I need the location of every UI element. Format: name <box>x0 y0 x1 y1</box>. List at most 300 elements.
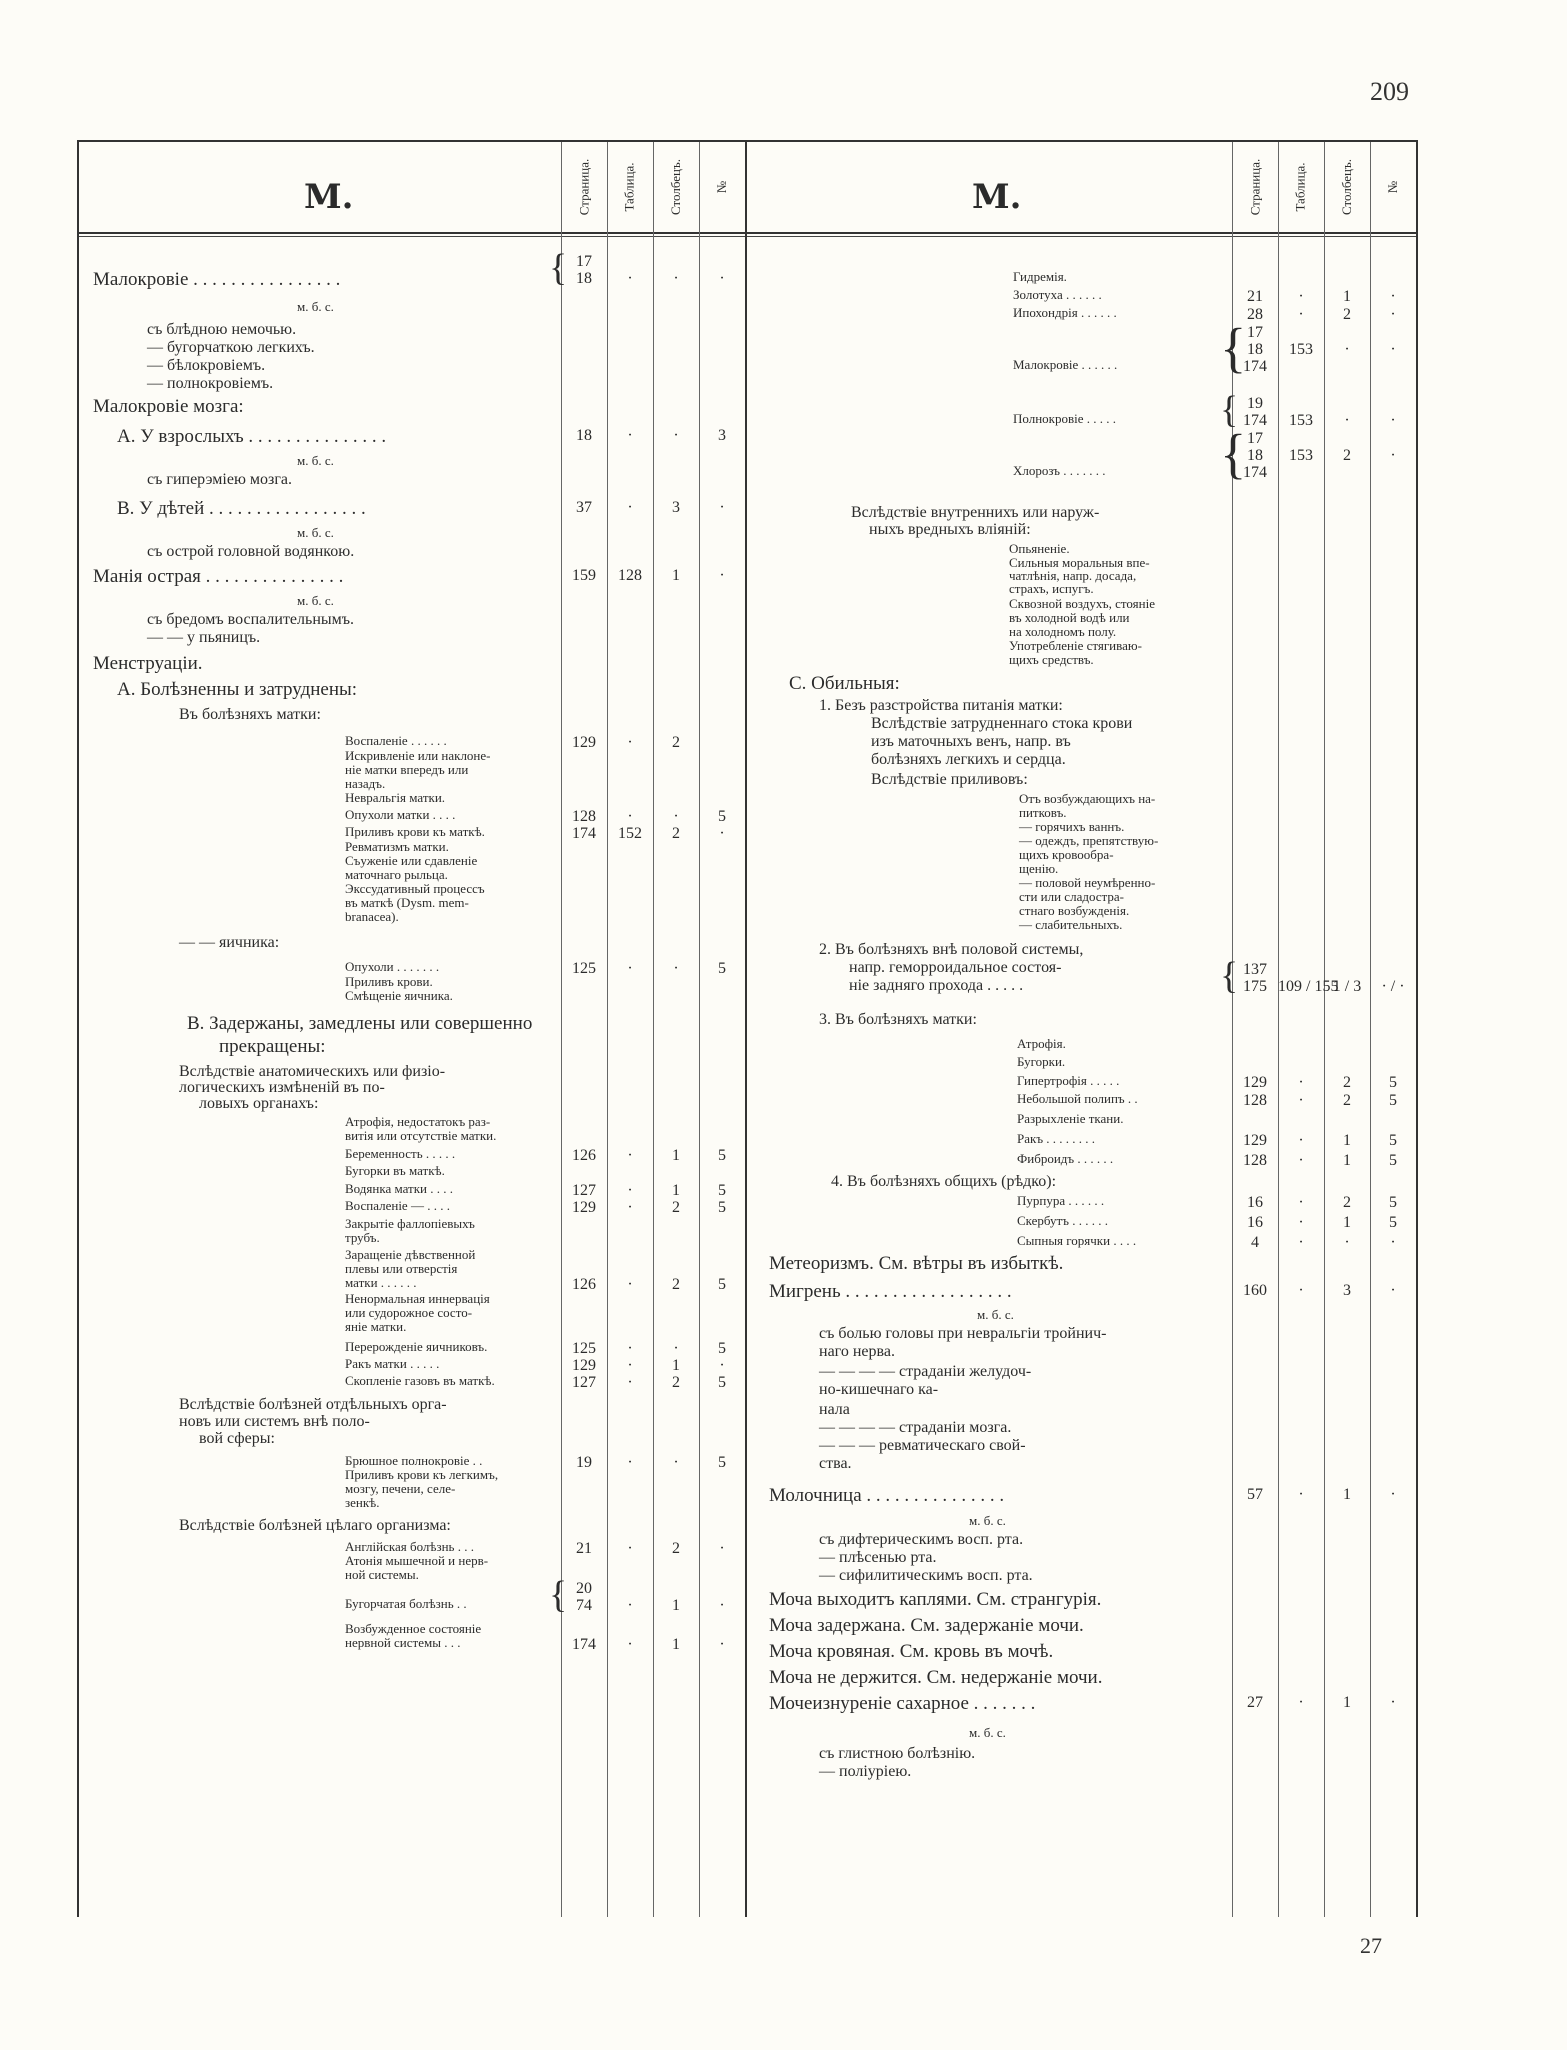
right-page-ref: 174 <box>1243 412 1267 429</box>
left-column-ref: 1 <box>672 1597 680 1614</box>
right-column-ref: 1 <box>1343 1214 1351 1231</box>
right-header-page: Страница. <box>1247 158 1263 216</box>
left-entry-въ-болѣзняхъ-матки: Въ болѣзняхъ матки: <box>179 706 321 723</box>
right-header-column: Столбецъ. <box>1339 159 1354 215</box>
left-column-ref: · <box>673 270 679 287</box>
left-page-ref: 126 <box>572 1147 596 1164</box>
left-entry-яніе-матки: яніе матки. <box>345 1319 407 1334</box>
right-entry-горячихъ-ваннъ: — горячихъ ваннъ. <box>1019 819 1125 834</box>
right-entry-наго-нерва: наго нерва. <box>819 1343 895 1360</box>
right-column-ref: 2 <box>1343 306 1351 323</box>
left-number-ref: 5 <box>718 960 726 977</box>
left-entry-малокровіе: Малокровіе . . . . . . . . . . . . . . . . <box>93 269 341 290</box>
right-table-ref: 109 / 155 <box>1278 978 1339 995</box>
right-table-ref: · <box>1298 1074 1304 1091</box>
left-entry-закрытіе-фаллопіевыхъ: Закрытіе фаллопіевыхъ <box>345 1216 475 1231</box>
index-table <box>77 140 1418 1917</box>
right-page-ref: 17 <box>1247 430 1263 447</box>
right-entry-моча-кровяная-см-кровь-въ-мочѣ: Моча кровяная. См. кровь въ мочѣ. <box>769 1641 1054 1662</box>
right-entry-ревматическаго-свой: — — — ревматическаго свой- <box>819 1437 1026 1454</box>
left-entry-малокровіе-мозга: Малокровіе мозга: <box>93 396 244 417</box>
left-column-ref: 2 <box>672 1374 680 1391</box>
left-page-ref: 127 <box>572 1374 596 1391</box>
left-entry-воспаленіе: Воспаленіе — . . . . <box>345 1198 450 1213</box>
left-entry-опухоли-матки: Опухоли матки . . . . <box>345 807 456 822</box>
right-entry-болѣзняхъ-легкихъ-и-сердца: болѣзняхъ легкихъ и сердца. <box>871 751 1066 768</box>
left-column-ref: 1 <box>672 1147 680 1164</box>
left-entry-ревматизмъ-матки: Ревматизмъ матки. <box>345 839 449 854</box>
right-entry-м-б-с: м. б. с. <box>969 1513 1006 1528</box>
right-column-ref: 2 <box>1343 1074 1351 1091</box>
right-entry-сыпныя-горячки: Сыпныя горячки . . . . <box>1017 1233 1137 1248</box>
left-table-ref: · <box>627 1199 633 1216</box>
left-entry-заращеніе-дѣвственной: Заращеніе дѣвственной <box>345 1247 476 1262</box>
left-page-ref: 18 <box>576 270 592 287</box>
left-entry-съуженіе-или-сдавленіе: Съуженіе или сдавленіе <box>345 853 478 868</box>
right-column-ref: 3 <box>1343 1282 1351 1299</box>
left-entry-витія-или-отсутствіе-матки: витія или отсутствіе матки. <box>345 1128 497 1143</box>
right-column-ref: 1 <box>1343 1486 1351 1503</box>
left-table-ref: · <box>627 1276 633 1293</box>
left-page-ref: 159 <box>572 567 596 584</box>
right-table-ref: · <box>1298 1194 1304 1211</box>
left-entry-перерожденіе-яичниковъ: Перерожденіе яичниковъ. <box>345 1339 488 1354</box>
right-entry-2-въ-болѣзняхъ-внѣ-половой-системы: 2. Въ болѣзняхъ внѣ половой системы, <box>819 941 1084 958</box>
right-entry-съ-болью-головы-при-невральгіи-тройнич: съ болью головы при невральгіи тройнич- <box>819 1325 1107 1342</box>
left-number-ref: 5 <box>718 1147 726 1164</box>
right-column-ref: · <box>1344 341 1350 358</box>
right-entry-поліуріею: — поліуріею. <box>819 1763 912 1780</box>
right-entry-плѣсенью-рта: — плѣсенью рта. <box>819 1549 937 1566</box>
left-table-ref: · <box>627 1147 633 1164</box>
right-number-ref: · <box>1390 447 1396 464</box>
left-entry-англійская-болѣзнь: Англійская болѣзнь . . . <box>345 1539 474 1554</box>
right-number-ref: 5 <box>1389 1152 1397 1169</box>
left-entry-бѣлокровіемъ: — бѣлокровіемъ. <box>147 357 266 374</box>
left-table-ref: · <box>627 1454 633 1471</box>
left-table-ref: · <box>627 1597 633 1614</box>
left-page-ref: 128 <box>572 808 596 825</box>
right-entry-съ-дифтерическимъ-восп-рта: съ дифтерическимъ восп. рта. <box>819 1531 1024 1548</box>
right-page-ref: 174 <box>1243 358 1267 375</box>
left-entry-b-у-дѣтей: B. У дѣтей . . . . . . . . . . . . . . . . . <box>117 498 366 519</box>
right-entry-м-б-с: м. б. с. <box>969 1725 1006 1740</box>
right-table-ref: 153 <box>1289 412 1313 429</box>
left-column-ref: · <box>673 1454 679 1471</box>
right-entry-ракъ: Ракъ . . . . . . . . <box>1017 1131 1096 1146</box>
right-entry-ныхъ-вредныхъ-вліяній: ныхъ вредныхъ вліяній: <box>869 521 1031 538</box>
left-entry-м-б-с: м. б. с. <box>297 453 334 468</box>
left-entry-опухоли: Опухоли . . . . . . . <box>345 959 440 974</box>
right-page-ref: 28 <box>1247 306 1263 323</box>
left-entry-branacea: branacea). <box>345 909 399 924</box>
left-table-ref: · <box>627 808 633 825</box>
left-entry-бугорки-въ-маткѣ: Бугорки въ маткѣ. <box>345 1163 445 1178</box>
right-column-ref: 2 <box>1343 447 1351 464</box>
left-entry-невральгія-матки: Невральгія матки. <box>345 790 446 805</box>
right-col-line-3 <box>1324 142 1325 1917</box>
left-entry-приливъ-крови: Приливъ крови. <box>345 974 433 989</box>
right-table-ref: · <box>1298 1152 1304 1169</box>
left-number-ref: 5 <box>718 1276 726 1293</box>
right-table-ref: · <box>1298 1132 1304 1149</box>
right-entry-вслѣдствіе-затрудненнаго-стока-крови: Вслѣдствіе затрудненнаго стока крови <box>871 715 1133 732</box>
right-number-ref: · <box>1390 306 1396 323</box>
left-entry-съ-гиперэміею-мозга: съ гиперэміею мозга. <box>147 471 293 488</box>
right-entry-ства: ства. <box>819 1455 852 1472</box>
left-table-ref: · <box>627 499 633 516</box>
right-number-ref: · <box>1390 1234 1396 1251</box>
left-entry-приливъ-крови-къ-легкимъ: Приливъ крови къ легкимъ, <box>345 1467 499 1482</box>
right-entry-моча-не-держится-см-недержаніе-мочи: Моча не держится. См. недержаніе мочи. <box>769 1667 1103 1688</box>
page-number: 209 <box>1370 77 1409 106</box>
right-entry-моча-выходитъ-каплями-см-странгурія: Моча выходитъ каплями. См. странгурія. <box>769 1589 1102 1610</box>
left-number-ref: · <box>719 567 725 584</box>
right-page-ref: 57 <box>1247 1486 1263 1503</box>
right-entry-вслѣдствіе-внутреннихъ-или-наруж: Вслѣдствіе внутреннихъ или наруж- <box>851 504 1100 521</box>
right-entry-скербутъ: Скербутъ . . . . . . <box>1017 1213 1108 1228</box>
left-column-ref: 1 <box>672 1636 680 1653</box>
right-entry-чатлѣнія-напр-досада: чатлѣнія, напр. досада, <box>1009 568 1137 583</box>
left-table-ref: 128 <box>618 567 642 584</box>
left-entry-трубъ: трубъ. <box>345 1230 380 1245</box>
left-entry-мозгу-печени-селе: мозгу, печени, селе- <box>345 1481 456 1496</box>
right-col-line-2 <box>1278 142 1279 1917</box>
left-page-ref: 125 <box>572 1340 596 1357</box>
right-entry-употребленіе-стягиваю: Употребленіе стягиваю- <box>1009 638 1142 653</box>
right-entry-отъ-возбуждающихъ-на: Отъ возбуждающихъ на- <box>1019 791 1156 806</box>
right-number-ref: 5 <box>1389 1214 1397 1231</box>
right-entry-гипертрофія: Гипертрофія . . . . . <box>1017 1073 1120 1088</box>
right-header-table: Таблица. <box>1293 162 1309 212</box>
left-column-ref: 2 <box>672 734 680 751</box>
left-entry-новъ-или-системъ-внѣ-поло: новъ или системъ внѣ поло- <box>179 1413 370 1430</box>
right-column-ref: 2 <box>1343 1194 1351 1211</box>
left-page-ref: 127 <box>572 1182 596 1199</box>
left-table-ref: · <box>627 1540 633 1557</box>
left-page-ref: 129 <box>572 1357 596 1374</box>
left-page-ref: 20 <box>576 1580 592 1597</box>
right-entry-м-б-с: м. б. с. <box>977 1307 1014 1322</box>
right-table-ref: · <box>1298 306 1304 323</box>
right-table-ref: · <box>1298 1234 1304 1251</box>
right-entry-въ-холодной-водѣ-или: въ холодной водѣ или <box>1009 610 1130 625</box>
right-entry-сильныя-моральныя-впе: Сильныя моральныя впе- <box>1009 555 1150 570</box>
right-entry-страданіи-мозга: — — — — страданіи мозга. <box>819 1419 1012 1436</box>
right-entry-ніе-задняго-прохода: ніе задняго прохода . . . . . <box>849 977 1024 994</box>
left-header-number: № <box>714 180 729 194</box>
right-page-ref: 27 <box>1247 1694 1263 1711</box>
right-page-ref: 160 <box>1243 1282 1267 1299</box>
right-entry-слабительныхъ: — слабительныхъ. <box>1019 917 1123 932</box>
right-entry-c-обильныя: C. Обильныя: <box>789 673 900 694</box>
left-column-ref: · <box>673 960 679 977</box>
left-table-ref: · <box>627 1374 633 1391</box>
right-entry-пурпура: Пурпура . . . . . . <box>1017 1193 1105 1208</box>
right-col-line-4 <box>1370 142 1371 1917</box>
right-number-ref: · <box>1390 1282 1396 1299</box>
right-entry-страданіи-желудоч: — — — — страданіи желудоч- <box>819 1363 1032 1380</box>
right-table-ref: · <box>1298 1214 1304 1231</box>
left-entry-ной-системы: ной системы. <box>345 1567 419 1582</box>
left-column-ref: · <box>673 1340 679 1357</box>
right-page-ref: 19 <box>1247 395 1263 412</box>
left-header-column: Столбецъ. <box>668 159 683 215</box>
left-page-ref: 174 <box>572 1636 596 1653</box>
left-entry-м-б-с: м. б. с. <box>297 593 334 608</box>
left-column-ref: 2 <box>672 1276 680 1293</box>
left-entry-вслѣдствіе-болѣзней-отдѣльныхъ-орга: Вслѣдствіе болѣзней отдѣльныхъ орга- <box>179 1396 447 1413</box>
left-entry-плевы-или-отверстія: плевы или отверстія <box>345 1261 458 1276</box>
left-brace: { <box>549 247 568 289</box>
left-entry-менструаціи: Менструаціи. <box>93 653 203 674</box>
left-header-page: Страница. <box>576 158 592 216</box>
left-number-ref: 3 <box>718 427 726 444</box>
right-entry-съ-глистною-болѣзнію: съ глистною болѣзнію. <box>819 1745 976 1762</box>
left-page-ref: 129 <box>572 734 596 751</box>
right-entry-мочеизнуреніе-сахарное: Мочеизнуреніе сахарное . . . . . . . <box>769 1693 1036 1714</box>
right-entry-одеждъ-препятствую: — одеждъ, препятствую- <box>1019 833 1159 848</box>
left-header-table: Таблица. <box>622 162 638 212</box>
right-number-ref: · <box>1390 1694 1396 1711</box>
right-table-ref: 153 <box>1289 341 1313 358</box>
left-table-ref: · <box>627 427 633 444</box>
left-page-ref: 19 <box>576 1454 592 1471</box>
left-entry-маточнаго-рыльца: маточнаго рыльца. <box>345 867 448 882</box>
left-number-ref: 5 <box>718 1340 726 1357</box>
left-column-ref: 1 <box>672 1182 680 1199</box>
right-brace: { <box>1220 423 1247 484</box>
right-entry-ипохондрія: Ипохондрія . . . . . . <box>1013 305 1117 320</box>
right-number-ref: 5 <box>1389 1074 1397 1091</box>
right-entry-щихъ-кровообра: щихъ кровообра- <box>1019 847 1114 862</box>
left-entry-беременность: Беременность . . . . . <box>345 1146 456 1161</box>
right-entry-сквозной-воздухъ-стояніе: Сквозной воздухъ, стояніе <box>1009 596 1155 611</box>
left-table-ref: · <box>627 734 633 751</box>
right-entry-атрофія: Атрофія. <box>1017 1036 1066 1051</box>
right-entry-хлорозъ: Хлорозъ . . . . . . . <box>1013 463 1106 478</box>
right-entry-1-безъ-разстройства-питанія-матки: 1. Безъ разстройства питанія матки: <box>819 697 1063 714</box>
right-brace: { <box>1220 955 1239 997</box>
left-entry-a-у-взрослыхъ: A. У взрослыхъ . . . . . . . . . . . . . . . <box>117 426 387 447</box>
left-entry-яичника: — — яичника: <box>179 934 280 951</box>
left-number-ref: 5 <box>718 1374 726 1391</box>
left-number-ref: · <box>719 825 725 842</box>
left-table-ref: · <box>627 960 633 977</box>
right-entry-опьяненіе: Опьяненіе. <box>1009 541 1070 556</box>
right-entry-питковъ: питковъ. <box>1019 805 1067 820</box>
left-entry-съ-блѣдною-немочью: съ блѣдною немочью. <box>147 321 297 338</box>
right-header-number: № <box>1385 180 1400 194</box>
right-column-ref: 1 <box>1343 1132 1351 1149</box>
left-entry-манія-острая: Манія острая . . . . . . . . . . . . . . . <box>93 566 344 587</box>
right-page-ref: 18 <box>1247 341 1263 358</box>
left-entry-брюшное-полнокровіе: Брюшное полнокровіе . . <box>345 1453 483 1468</box>
right-entry-нала: нала <box>819 1401 850 1418</box>
left-column-ref: 1 <box>672 567 680 584</box>
right-page-ref: 129 <box>1243 1074 1267 1091</box>
left-number-ref: 5 <box>718 1199 726 1216</box>
left-entry-искривленіе-или-наклоне: Искривленіе или наклоне- <box>345 748 491 763</box>
left-entry-бугорчатая-болѣзнь: Бугорчатая болѣзнь . . <box>345 1596 467 1611</box>
left-entry-прекращены: прекращены: <box>219 1036 326 1057</box>
left-entry-матки: матки . . . . . . <box>345 1275 417 1290</box>
right-entry-метеоризмъ-см-вѣтры-въ-избыткѣ: Метеоризмъ. См. вѣтры въ избыткѣ. <box>769 1253 1064 1274</box>
right-page-ref: 17 <box>1247 324 1263 341</box>
right-header-letter: M. <box>972 177 1022 217</box>
left-entry-м-б-с: м. б. с. <box>297 299 334 314</box>
left-entry-ніе-матки-впередъ-или: ніе матки впередъ или <box>345 762 469 777</box>
right-entry-моча-задержана-см-задержаніе-мочи: Моча задержана. См. задержаніе мочи. <box>769 1615 1084 1636</box>
left-entry-атрофія-недостатокъ-раз: Атрофія, недостатокъ раз- <box>345 1114 491 1129</box>
left-table-ref: · <box>627 1636 633 1653</box>
left-entry-смѣщеніе-яичника: Смѣщеніе яичника. <box>345 988 453 1003</box>
right-number-ref: · <box>1390 341 1396 358</box>
left-table-ref: · <box>627 1340 633 1357</box>
right-table-ref: · <box>1298 1092 1304 1109</box>
right-entry-3-въ-болѣзняхъ-матки: 3. Въ болѣзняхъ матки: <box>819 1011 977 1028</box>
header-rule <box>79 232 1416 234</box>
left-entry-атонія-мышечной-и-нерв: Атонія мышечной и нерв- <box>345 1553 489 1568</box>
right-column-ref: 1 <box>1343 288 1351 305</box>
left-entry-назадъ: назадъ. <box>345 776 386 791</box>
left-entry-или-судорожное-состо: или судорожное состо- <box>345 1305 473 1320</box>
left-entry-полнокровіемъ: — полнокровіемъ. <box>147 375 274 392</box>
left-entry-скопленіе-газовъ-въ-маткѣ: Скопленіе газовъ въ маткѣ. <box>345 1373 495 1388</box>
right-entry-разрыхленіе-ткани: Разрыхленіе ткани. <box>1017 1111 1124 1126</box>
left-number-ref: · <box>719 1597 725 1614</box>
right-column-ref: 1 <box>1343 1152 1351 1169</box>
left-entry-логическихъ-измѣненій-въ-по: логическихъ измѣненій въ по- <box>179 1079 385 1096</box>
right-entry-золотуха: Золотуха . . . . . . <box>1013 287 1102 302</box>
left-page-ref: 74 <box>576 1597 592 1614</box>
right-number-ref: · / · <box>1381 978 1405 995</box>
right-entry-щихъ-средствъ: щихъ средствъ. <box>1009 652 1094 667</box>
left-entry-съ-острой-головной-водянкою: съ острой головной водянкою. <box>147 543 355 560</box>
left-number-ref: · <box>719 1357 725 1374</box>
right-number-ref: 5 <box>1389 1194 1397 1211</box>
left-page-ref: 37 <box>576 499 592 516</box>
right-entry-полнокровіе: Полнокровіе . . . . . <box>1013 411 1116 426</box>
left-entry-ловыхъ-органахъ: ловыхъ органахъ: <box>199 1095 319 1112</box>
right-page-ref: 128 <box>1243 1152 1267 1169</box>
right-entry-стнаго-возбужденія: стнаго возбужденія. <box>1019 903 1130 918</box>
left-entry-бугорчаткою-легкихъ: — бугорчаткою легкихъ. <box>147 339 315 356</box>
left-entry-зенкѣ: зенкѣ. <box>345 1495 380 1510</box>
left-page-ref: 125 <box>572 960 596 977</box>
right-entry-вслѣдствіе-приливовъ: Вслѣдствіе приливовъ: <box>871 771 1028 788</box>
left-column-ref: · <box>673 808 679 825</box>
left-page-ref: 174 <box>572 825 596 842</box>
left-entry-водянка-матки: Водянка матки . . . . <box>345 1181 454 1196</box>
right-table-ref: · <box>1298 1282 1304 1299</box>
left-table-ref: · <box>627 1357 633 1374</box>
right-page-ref: 128 <box>1243 1092 1267 1109</box>
left-entry-м-б-с: м. б. с. <box>297 525 334 540</box>
right-column-ref: · <box>1344 1234 1350 1251</box>
right-brace: { <box>1220 389 1239 431</box>
left-number-ref: · <box>719 1540 725 1557</box>
right-entry-молочница: Молочница . . . . . . . . . . . . . . . <box>769 1485 1005 1506</box>
left-entry-въ-маткѣ-dysm-mem: въ маткѣ (Dysm. mem- <box>345 895 469 910</box>
left-table-ref: · <box>627 270 633 287</box>
right-number-ref: 5 <box>1389 1092 1397 1109</box>
left-table-ref: · <box>627 1182 633 1199</box>
left-entry-вслѣдствіе-болѣзней-цѣлаго-организма: Вслѣдствіе болѣзней цѣлаго организма: <box>179 1517 451 1534</box>
center-divider <box>745 142 747 1917</box>
right-entry-но-кишечнаго-ка: но-кишечнаго ка- <box>819 1381 939 1398</box>
left-brace: { <box>549 1574 568 1616</box>
right-page-ref: 137 <box>1243 961 1267 978</box>
left-entry-нервной-системы: нервной системы . . . <box>345 1635 461 1650</box>
left-column-ref: 3 <box>672 499 680 516</box>
left-table-ref: 152 <box>618 825 642 842</box>
right-entry-изъ-маточныхъ-венъ-напр-въ: изъ маточныхъ венъ, напр. въ <box>871 733 1071 750</box>
left-entry-возбужденное-состояніе: Возбужденное состояніе <box>345 1621 482 1636</box>
right-entry-сти-или-сладостра: сти или сладостра- <box>1019 889 1124 904</box>
right-column-ref: · <box>1344 412 1350 429</box>
left-number-ref: 5 <box>718 1454 726 1471</box>
right-entry-малокровіе: Малокровіе . . . . . . <box>1013 357 1118 372</box>
left-number-ref: 5 <box>718 1182 726 1199</box>
right-number-ref: 5 <box>1389 1132 1397 1149</box>
right-entry-гидремія: Гидремія. <box>1013 269 1067 284</box>
right-page-ref: 4 <box>1251 1234 1259 1251</box>
left-entry-вслѣдствіе-анатомическихъ-или-физіо: Вслѣдствіе анатомическихъ или физіо- <box>179 1063 446 1080</box>
signature-number: 27 <box>1360 1933 1382 1958</box>
right-number-ref: · <box>1390 1486 1396 1503</box>
left-entry-воспаленіе: Воспаленіе . . . . . . <box>345 733 447 748</box>
left-entry-ракъ-матки: Ракъ матки . . . . . <box>345 1356 440 1371</box>
right-page-ref: 175 <box>1243 978 1267 995</box>
left-number-ref: · <box>719 1636 725 1653</box>
right-page-ref: 18 <box>1247 447 1263 464</box>
right-page-ref: 129 <box>1243 1132 1267 1149</box>
left-column-ref: 1 <box>672 1357 680 1374</box>
right-number-ref: · <box>1390 288 1396 305</box>
right-entry-напр-геморроидальное-состоя: напр. геморроидальное состоя- <box>849 959 1062 976</box>
right-table-ref: 153 <box>1289 447 1313 464</box>
right-entry-сифилитическимъ-восп-рта: — сифилитическимъ восп. рта. <box>819 1567 1033 1584</box>
right-entry-4-въ-болѣзняхъ-общихъ-рѣдко: 4. Въ болѣзняхъ общихъ (рѣдко): <box>831 1173 1057 1190</box>
right-page-ref: 21 <box>1247 288 1263 305</box>
left-column-ref: 2 <box>672 825 680 842</box>
left-entry-вой-сферы: вой сферы: <box>199 1430 275 1447</box>
left-entry-съ-бредомъ-воспалительнымъ: съ бредомъ воспалительнымъ. <box>147 611 355 628</box>
left-number-ref: 5 <box>718 808 726 825</box>
right-number-ref: · <box>1390 412 1396 429</box>
left-page-ref: 21 <box>576 1540 592 1557</box>
right-entry-страхъ-испугъ: страхъ, испугъ. <box>1009 581 1094 596</box>
left-page-ref: 18 <box>576 427 592 444</box>
left-entry-a-болѣзненны-и-затруднены: A. Болѣзненны и затруднены: <box>117 679 358 700</box>
left-entry-b-задержаны-замедлены-или-совершенно: B. Задержаны, замедлены или совершенно <box>187 1013 533 1034</box>
left-column-ref: · <box>673 427 679 444</box>
left-entry-приливъ-крови-къ-маткѣ: Приливъ крови къ маткѣ. <box>345 824 485 839</box>
left-entry-экссудативный-процессъ: Экссудативный процессъ <box>345 881 485 896</box>
left-entry-ненормальная-иннервація: Ненормальная иннервація <box>345 1291 490 1306</box>
right-entry-мигрень: Мигрень . . . . . . . . . . . . . . . . . . <box>769 1281 1012 1302</box>
left-header-letter: M. <box>304 177 354 217</box>
left-column-ref: 2 <box>672 1199 680 1216</box>
right-table-ref: · <box>1298 1694 1304 1711</box>
left-number-ref: · <box>719 270 725 287</box>
left-number-ref: · <box>719 499 725 516</box>
left-page-ref: 17 <box>576 253 592 270</box>
right-entry-половой-неумѣренно: — половой неумѣренно- <box>1019 875 1156 890</box>
right-entry-бугорки: Бугорки. <box>1017 1054 1066 1069</box>
left-column-ref: 2 <box>672 1540 680 1557</box>
